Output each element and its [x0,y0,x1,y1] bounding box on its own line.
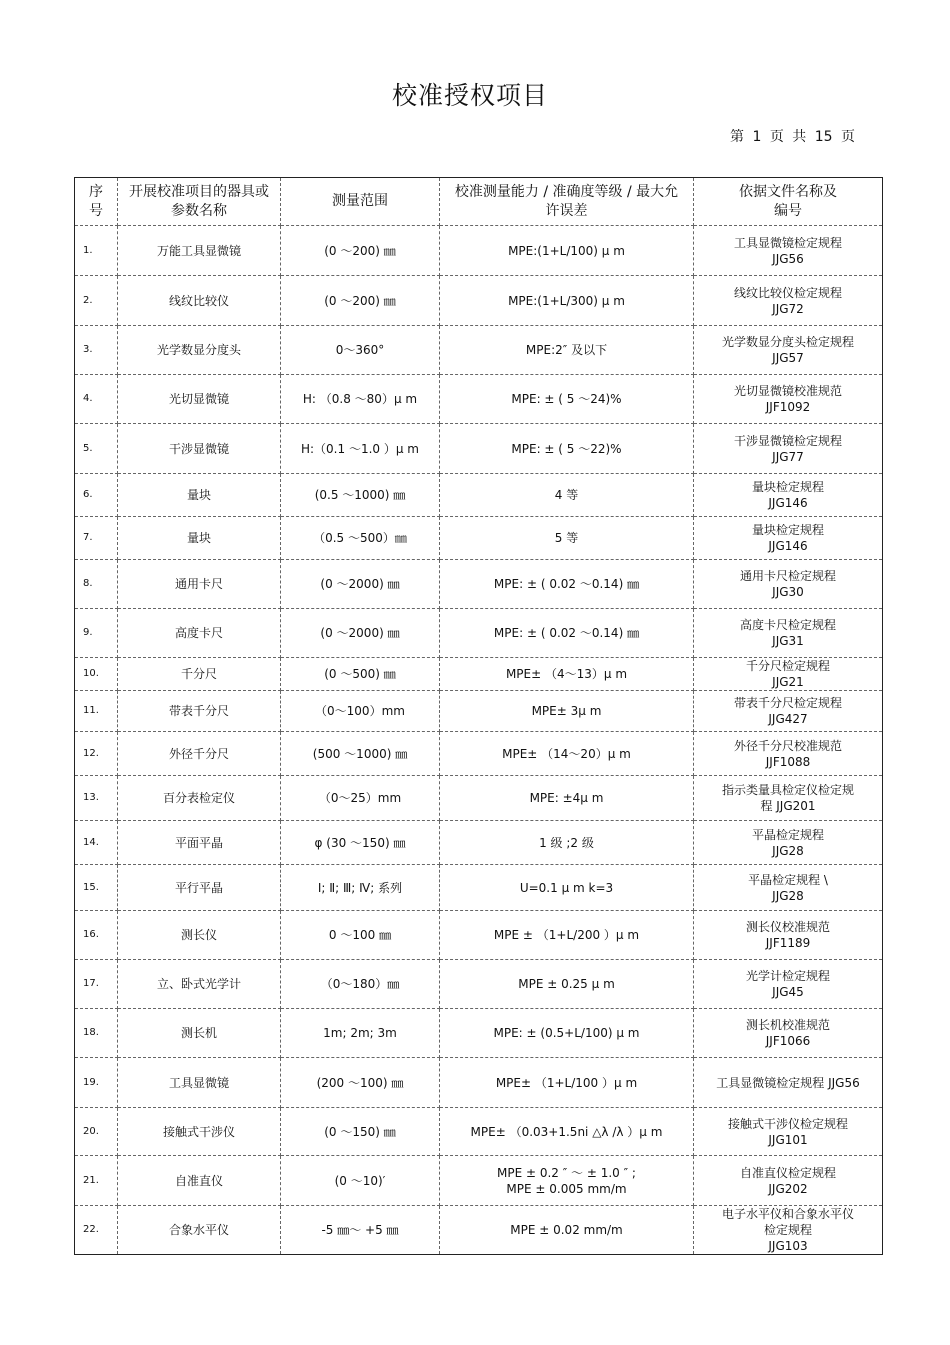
cell-basis: 干涉显微镜检定规程 JJG77 [694,424,883,474]
cell-basis: 光切显微镜校准规范 JJF1092 [694,375,883,424]
cell-item: 合象水平仪 [118,1206,281,1255]
table-row [75,517,883,560]
cell-range: (0 ～2000) ㎜ [281,609,440,658]
cell-capability: 1 级 ;2 级 [440,821,694,865]
cell-basis: 接触式干涉仪检定规程 JJG101 [694,1108,883,1156]
header-range: 测量范围 [281,178,440,226]
table-row [75,960,883,1009]
table-row [75,474,883,517]
header-basis: 依据文件名称及编号 [694,178,883,226]
cell-range: (0 ～200) ㎜ [281,226,440,276]
cell-range: H:（0.1 ～1.0 ）μ m [281,424,440,474]
cell-range: -5 ㎜～ +5 ㎜ [281,1206,440,1255]
cell-capability: MPE: ±4μ m [440,776,694,821]
table-row [75,1058,883,1108]
cell-range: Ⅰ; Ⅱ; Ⅲ; Ⅳ; 系列 [281,865,440,911]
cell-capability: MPE: ± ( 5 ～24)% [440,375,694,424]
cell-capability: MPE:2″ 及以下 [440,326,694,375]
table-row [75,1108,883,1156]
cell-item: 高度卡尺 [118,609,281,658]
cell-item: 带表千分尺 [118,691,281,732]
cell-item: 百分表检定仪 [118,776,281,821]
cell-item: 量块 [118,517,281,560]
cell-item: 外径千分尺 [118,732,281,776]
cell-item: 立、卧式光学计 [118,960,281,1009]
cell-capability: MPE: ± (0.5+L/100) μ m [440,1009,694,1058]
cell-capability: 5 等 [440,517,694,560]
cell-range: (0 ～150) ㎜ [281,1108,440,1156]
cell-capability: MPE ± 0.2 ″ ～ ± 1.0 ″ ; MPE ± 0.005 mm/m [440,1156,694,1206]
cell-range: (200 ～100) ㎜ [281,1058,440,1108]
table-row [75,1156,883,1206]
cell-capability: MPE± （4～13）μ m [440,658,694,691]
cell-no: 22. [75,1206,118,1255]
cell-basis: 测长仪校准规范 JJF1189 [694,911,883,960]
cell-capability: MPE ± （1+L/200 ）μ m [440,911,694,960]
cell-no: 4. [75,375,118,424]
cell-range: (500 ～1000) ㎜ [281,732,440,776]
table-row [75,424,883,474]
cell-capability: MPE± 3μ m [440,691,694,732]
cell-item: 测长机 [118,1009,281,1058]
cell-no: 10. [75,658,118,691]
cell-no: 11. [75,691,118,732]
header-capability: 校准测量能力 / 准确度等级 / 最大允许误差 [440,178,694,226]
table-row [75,776,883,821]
header-no: 序号 [75,178,118,226]
cell-range: （0.5 ～500）㎜ [281,517,440,560]
cell-basis: 线纹比较仪检定规程 JJG72 [694,276,883,326]
page-title: 校准授权项目 [391,81,548,110]
table-row [75,658,883,691]
cell-item: 万能工具显微镜 [118,226,281,276]
cell-no: 20. [75,1108,118,1156]
table-header-row [75,178,883,226]
cell-item: 接触式干涉仪 [118,1108,281,1156]
cell-capability: MPE: ± ( 0.02 ～0.14) ㎜ [440,609,694,658]
cell-no: 21. [75,1156,118,1206]
cell-no: 16. [75,911,118,960]
cell-no: 12. [75,732,118,776]
cell-item: 自准直仪 [118,1156,281,1206]
cell-item: 光学数显分度头 [118,326,281,375]
cell-basis: 工具显微镜检定规程 JJG56 [694,226,883,276]
table-row [75,226,883,276]
table-row [75,911,883,960]
cell-basis: 电子水平仪和合象水平仪 检定规程 JJG103 [694,1206,883,1255]
cell-basis: 工具显微镜检定规程 JJG56 [694,1058,883,1108]
table-row [75,560,883,609]
cell-capability: MPE ± 0.25 μ m [440,960,694,1009]
cell-basis: 千分尺检定规程 JJG21 [694,658,883,691]
table-row [75,276,883,326]
cell-no: 8. [75,560,118,609]
cell-no: 7. [75,517,118,560]
cell-range: H: （0.8 ～80）μ m [281,375,440,424]
cell-capability: MPE:(1+L/300) μ m [440,276,694,326]
cell-basis: 指示类量具检定仪检定规 程 JJG201 [694,776,883,821]
cell-no: 14. [75,821,118,865]
calibration-table [74,177,883,1255]
table-row [75,691,883,732]
cell-basis: 带表千分尺检定规程 JJG427 [694,691,883,732]
table-row [75,732,883,776]
table-row [75,1009,883,1058]
cell-range: (0.5 ～1000) ㎜ [281,474,440,517]
cell-no: 15. [75,865,118,911]
table-row [75,609,883,658]
cell-no: 5. [75,424,118,474]
cell-item: 工具显微镜 [118,1058,281,1108]
cell-capability: 4 等 [440,474,694,517]
cell-no: 18. [75,1009,118,1058]
cell-range: 0～360° [281,326,440,375]
cell-basis: 外径千分尺校准规范 JJF1088 [694,732,883,776]
cell-item: 平行平晶 [118,865,281,911]
cell-no: 3. [75,326,118,375]
cell-basis: 光学计检定规程 JJG45 [694,960,883,1009]
cell-capability: MPE: ± ( 0.02 ～0.14) ㎜ [440,560,694,609]
cell-item: 平面平晶 [118,821,281,865]
cell-item: 测长仪 [118,911,281,960]
page-number: 第 1 页 共 15 页 [730,129,855,145]
cell-range: (0 ～500) ㎜ [281,658,440,691]
cell-no: 2. [75,276,118,326]
cell-basis: 平晶检定规程 \ JJG28 [694,865,883,911]
table-row [75,821,883,865]
table-row [75,865,883,911]
cell-range: (0 ～200) ㎜ [281,276,440,326]
cell-item: 量块 [118,474,281,517]
cell-range: 0 ～100 ㎜ [281,911,440,960]
cell-capability: MPE: ± ( 5 ～22)% [440,424,694,474]
cell-basis: 高度卡尺检定规程 JJG31 [694,609,883,658]
cell-item: 线纹比较仪 [118,276,281,326]
cell-basis: 通用卡尺检定规程 JJG30 [694,560,883,609]
cell-no: 13. [75,776,118,821]
cell-capability: MPE± （0.03+1.5ni △λ /λ ）μ m [440,1108,694,1156]
cell-capability: MPE:(1+L/100) μ m [440,226,694,276]
cell-basis: 量块检定规程 JJG146 [694,474,883,517]
cell-no: 6. [75,474,118,517]
cell-basis: 测长机校准规范 JJF1066 [694,1009,883,1058]
cell-basis: 量块检定规程 JJG146 [694,517,883,560]
cell-no: 1. [75,226,118,276]
table-row [75,375,883,424]
cell-no: 19. [75,1058,118,1108]
cell-item: 光切显微镜 [118,375,281,424]
header-item: 开展校准项目的器具或参数名称 [118,178,281,226]
cell-basis: 自准直仪检定规程 JJG202 [694,1156,883,1206]
cell-range: （0～25）mm [281,776,440,821]
cell-no: 9. [75,609,118,658]
cell-range: (0 ～10)′ [281,1156,440,1206]
cell-range: （0～100）mm [281,691,440,732]
cell-basis: 光学数显分度头检定规程 JJG57 [694,326,883,375]
cell-capability: U=0.1 μ m k=3 [440,865,694,911]
cell-range: (0 ～2000) ㎜ [281,560,440,609]
cell-range: （0～180）㎜ [281,960,440,1009]
cell-capability: MPE± （14～20）μ m [440,732,694,776]
cell-range: 1m; 2m; 3m [281,1009,440,1058]
cell-range: φ (30 ～150) ㎜ [281,821,440,865]
table-row [75,1206,883,1255]
cell-no: 17. [75,960,118,1009]
cell-basis: 平晶检定规程 JJG28 [694,821,883,865]
table-row [75,326,883,375]
cell-capability: MPE± （1+L/100 ）μ m [440,1058,694,1108]
cell-item: 通用卡尺 [118,560,281,609]
table-body [75,226,883,1255]
cell-item: 干涉显微镜 [118,424,281,474]
cell-item: 千分尺 [118,658,281,691]
cell-capability: MPE ± 0.02 mm/m [440,1206,694,1255]
